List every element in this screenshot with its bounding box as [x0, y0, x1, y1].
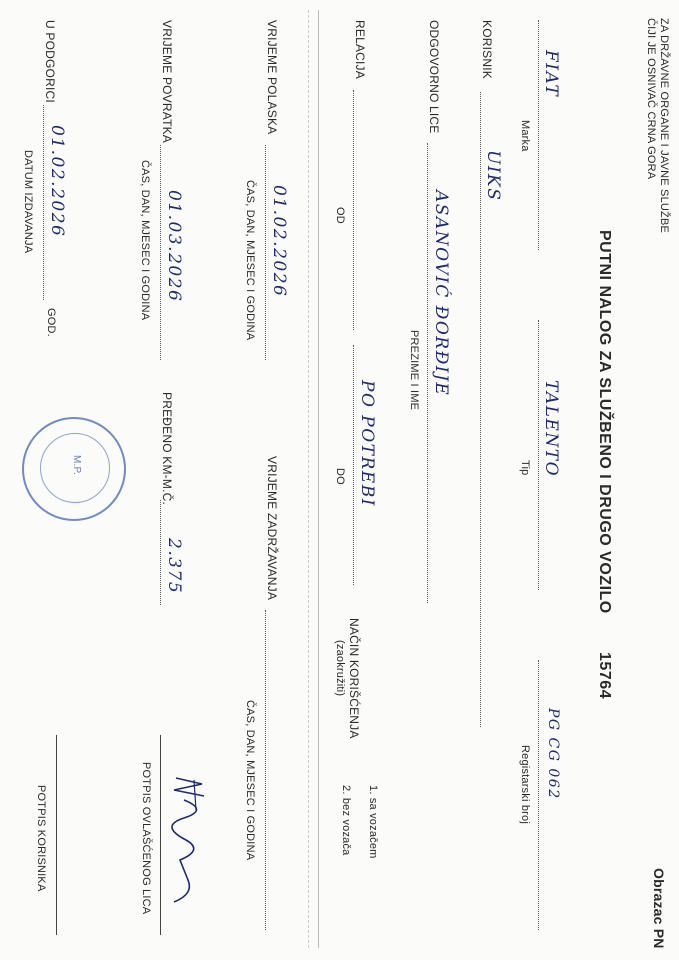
route-value: PO POTREBI: [357, 380, 377, 507]
vehicle-type: TALENTO: [541, 380, 561, 478]
stamp-text: M.P.: [71, 455, 82, 476]
vehicle-registration: PG CG 062: [545, 708, 561, 800]
distance-value: 2.375: [164, 538, 184, 595]
return-caption: ČAS, DAN, MJESEC I GODINA: [139, 160, 151, 321]
issued-year-suffix: GOD.: [45, 308, 57, 337]
vehicle-make: FIAT: [541, 50, 561, 98]
owner-signature-mark: [159, 770, 214, 920]
route-label: RELACIJA: [353, 20, 367, 79]
issued-caption: DATUM IZDAVANJA: [22, 150, 34, 254]
registration-caption: Registarski broj: [519, 745, 531, 825]
issued-label: U PODGORICI: [43, 20, 57, 103]
usage-option-2[interactable]: 2. bez vozača: [340, 785, 352, 856]
section-divider: [318, 10, 319, 948]
issuer-line-2: ČIJI JE OSNIVAČ CRNA GORA: [645, 18, 657, 180]
usage-label: NAČIN KORIŠĆENJA: [347, 618, 361, 739]
route-to-caption: DO: [334, 468, 346, 485]
make-line: [538, 20, 539, 250]
user-value: UIKS: [483, 150, 503, 202]
usage-option-1[interactable]: 1. sa vozačem: [367, 785, 379, 859]
official-stamp: [22, 417, 126, 521]
user-line: [480, 92, 481, 727]
departure-line: [265, 145, 266, 360]
stay-line: [265, 610, 266, 930]
stay-caption: ČAS, DAN, MJESEC I GODINA: [244, 700, 256, 861]
registration-line: [538, 660, 539, 930]
responsible-label: ODGOVORNO LICE: [427, 20, 441, 134]
departure-caption: ČAS, DAN, MJESEC I GODINA: [244, 180, 256, 341]
form-number: 15764: [596, 652, 613, 699]
owner-signature-caption: POTPIS OVLAŠĆENOG LICA: [140, 762, 152, 915]
usage-sublabel: (zaokružiti): [334, 640, 346, 697]
departure-label: VRIJEME POLASKA: [265, 20, 279, 135]
route-from-line: [353, 90, 354, 330]
user-signature-line: [56, 735, 57, 935]
return-label: VRIJEME POVRATKA: [160, 20, 174, 144]
type-caption: Tip: [519, 460, 531, 476]
distance-label: PREĐENO KM-M.Č.: [160, 392, 174, 506]
return-line: [160, 145, 161, 360]
return-value: 01.03.2026: [164, 190, 184, 303]
type-line: [538, 320, 539, 590]
route-to-line: [353, 345, 354, 585]
user-signature-caption: POTPIS KORISNIKA: [35, 785, 47, 892]
section-divider-dashed: [308, 10, 309, 948]
departure-value: 01.02.2026: [269, 185, 289, 298]
page-title: PUTNI NALOG ZA SLUŽBENO I DRUGO VOZILO: [596, 230, 613, 614]
user-label: KORISNIK: [480, 20, 494, 79]
stay-label: VRIJEME ZADRŽAVANJA: [265, 456, 279, 601]
responsible-caption: PREZIME I IME: [408, 330, 420, 411]
form-label: Obrazac PN: [651, 868, 667, 949]
issued-line: [43, 105, 44, 300]
responsible-line: [427, 143, 428, 603]
issued-value: 01.02.2026: [47, 125, 67, 238]
responsible-value: ASANOVIĆ ĐORĐIJE: [431, 190, 451, 397]
distance-line: [160, 500, 161, 605]
make-caption: Marka: [519, 120, 531, 152]
issuer-line-1: ZA DRŽAVNE ORGANE I JAVNE SLUŽBE: [658, 18, 670, 234]
route-from-caption: OD: [334, 207, 346, 224]
